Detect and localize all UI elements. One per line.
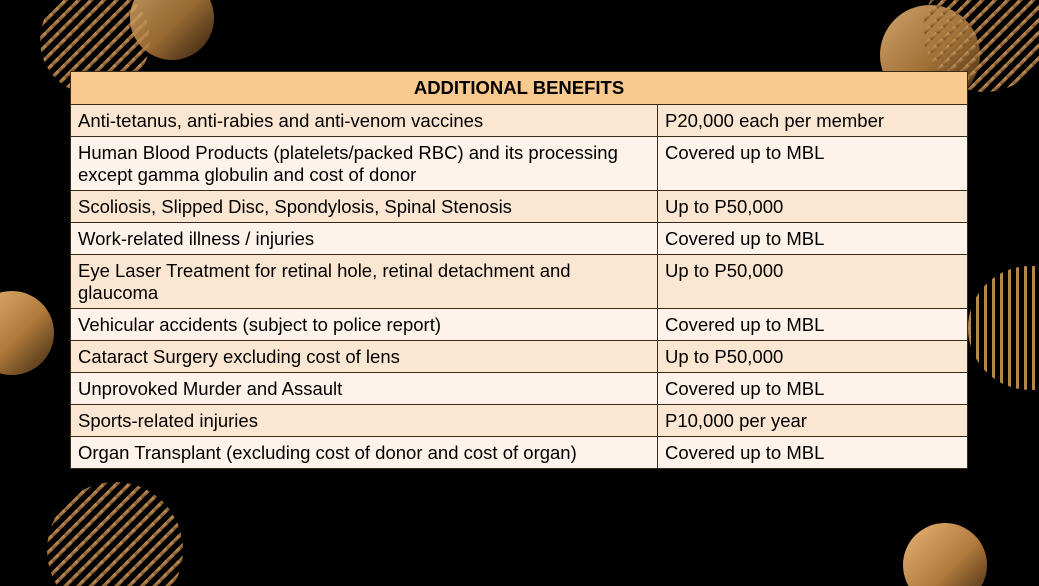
benefits-table bbox=[70, 71, 968, 469]
benefit-cell: Anti-tetanus, anti-rabies and anti-venom vaccines bbox=[71, 105, 658, 137]
coverage-cell: Covered up to MBL bbox=[658, 309, 968, 341]
coverage-cell: P20,000 each per member bbox=[658, 105, 968, 137]
table-row bbox=[71, 341, 968, 373]
table-title: ADDITIONAL BENEFITS bbox=[71, 72, 968, 105]
benefit-cell: Cataract Surgery excluding cost of lens bbox=[71, 341, 658, 373]
benefit-cell: Human Blood Products (platelets/packed RBC) and its processing except gamma globulin and cost of donor bbox=[71, 137, 658, 191]
benefit-cell: Scoliosis, Slipped Disc, Spondylosis, Spinal Stenosis bbox=[71, 191, 658, 223]
table-header-row bbox=[71, 72, 968, 105]
benefit-cell: Organ Transplant (excluding cost of donor and cost of organ) bbox=[71, 437, 658, 469]
coverage-cell: Covered up to MBL bbox=[658, 223, 968, 255]
striped-circle-bottom-left bbox=[47, 482, 183, 586]
coverage-cell: P10,000 per year bbox=[658, 405, 968, 437]
coverage-cell: Up to P50,000 bbox=[658, 255, 968, 309]
striped-circle-right bbox=[968, 266, 1039, 390]
coverage-cell: Covered up to MBL bbox=[658, 437, 968, 469]
solid-circle-left bbox=[0, 291, 54, 375]
benefit-cell: Sports-related injuries bbox=[71, 405, 658, 437]
table-row bbox=[71, 437, 968, 469]
benefit-cell: Eye Laser Treatment for retinal hole, retinal detachment and glaucoma bbox=[71, 255, 658, 309]
benefit-cell: Unprovoked Murder and Assault bbox=[71, 373, 658, 405]
table-row bbox=[71, 105, 968, 137]
coverage-cell: Up to P50,000 bbox=[658, 191, 968, 223]
benefit-cell: Vehicular accidents (subject to police report) bbox=[71, 309, 658, 341]
benefit-cell: Work-related illness / injuries bbox=[71, 223, 658, 255]
coverage-cell: Covered up to MBL bbox=[658, 373, 968, 405]
table-row bbox=[71, 373, 968, 405]
solid-circle-bottom-right bbox=[903, 523, 987, 586]
table-row bbox=[71, 137, 968, 191]
coverage-cell: Covered up to MBL bbox=[658, 137, 968, 191]
table-row bbox=[71, 309, 968, 341]
solid-circle-top-left bbox=[130, 0, 214, 60]
table-row bbox=[71, 405, 968, 437]
table-row bbox=[71, 255, 968, 309]
table-row bbox=[71, 223, 968, 255]
table-row bbox=[71, 191, 968, 223]
coverage-cell: Up to P50,000 bbox=[658, 341, 968, 373]
